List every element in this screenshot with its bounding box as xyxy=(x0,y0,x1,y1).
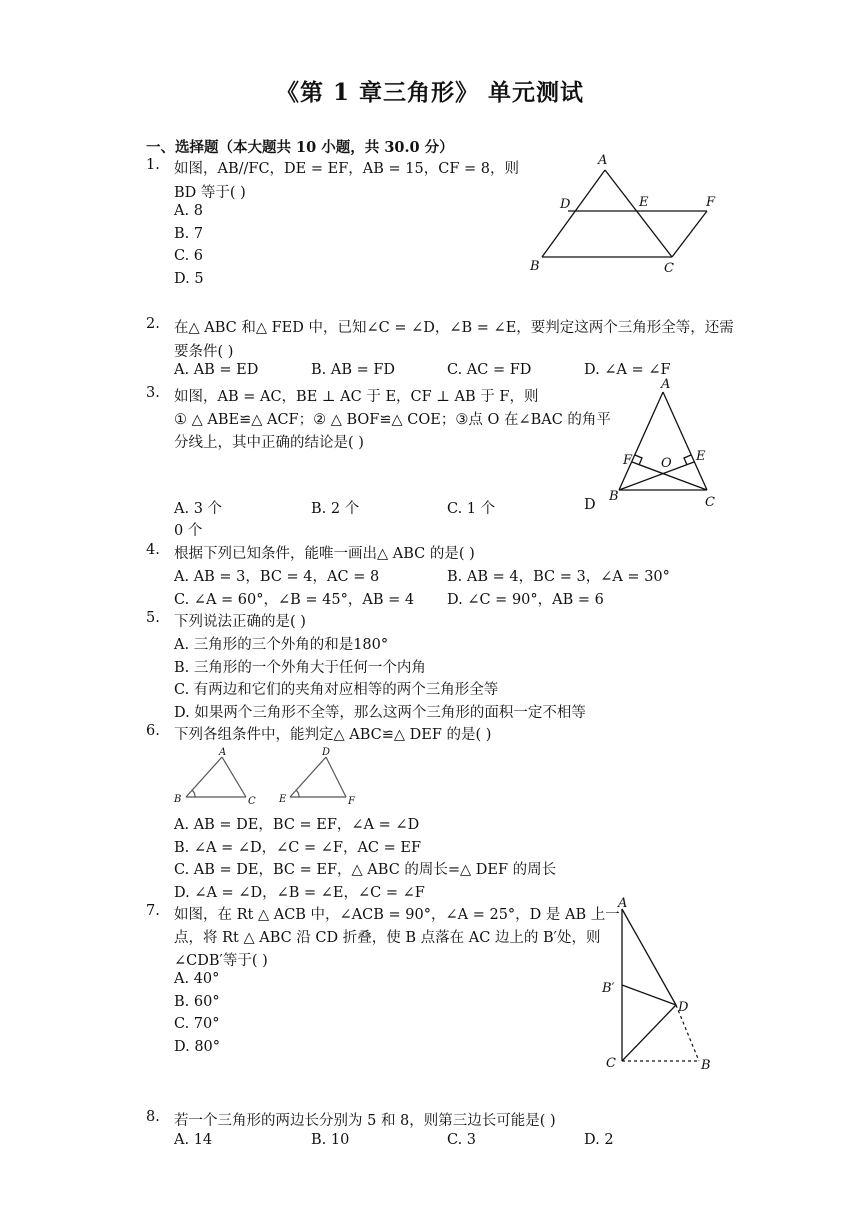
question-text-line: 分线上，其中正确的结论是( ) xyxy=(174,435,364,451)
question-number: 7. xyxy=(146,903,160,919)
option-b: B. 10 xyxy=(311,1132,350,1148)
question-text-line: 若一个三角形的两边长分别为 5 和 8，则第三边长可能是( ) xyxy=(174,1113,556,1129)
question-text-line: 如图，在 Rt △ ACB 中，∠ACB = 90°，∠A = 25°，D 是 AB 上一 xyxy=(174,907,620,923)
option-a: A. 14 xyxy=(174,1132,213,1148)
option-b: B. ∠A = ∠D，∠C = ∠F，AC = EF xyxy=(174,840,422,856)
label-e: E xyxy=(696,449,706,464)
label-b: B xyxy=(609,489,619,504)
question-number: 3. xyxy=(146,385,160,401)
question-text-line: 要条件( ) xyxy=(174,344,234,360)
label-f: F xyxy=(348,796,355,807)
label-a: A xyxy=(661,377,671,392)
figure-q1 xyxy=(520,148,730,278)
label-e: E xyxy=(639,195,649,210)
question-text-line: 根据下列已知条件，能唯一画出△ ABC 的是( ) xyxy=(174,546,475,562)
question-number: 4. xyxy=(146,542,160,558)
option-c: C. 1 个 xyxy=(447,501,496,517)
option-a: A. AB = 3，BC = 4，AC = 8 xyxy=(174,569,380,585)
figure-q6 xyxy=(170,744,370,810)
option-a: A. 3 个 xyxy=(174,501,223,517)
question-text-line: 下列各组条件中，能判定△ ABC≌△ DEF 的是( ) xyxy=(174,727,492,743)
label-b: B xyxy=(530,259,540,274)
option-a: A. 40° xyxy=(174,971,220,987)
question-number: 6. xyxy=(146,723,160,739)
label-d: D xyxy=(678,1000,689,1015)
option-b: B. AB = FD xyxy=(311,362,396,378)
option-b: B. AB = 4，BC = 3，∠A = 30° xyxy=(447,569,670,585)
label-a: A xyxy=(598,153,608,168)
option-d: D. 5 xyxy=(174,271,204,287)
question-text-line: BD 等于( ) xyxy=(174,185,246,201)
label-c: C xyxy=(664,261,674,276)
option-c: C. AC = FD xyxy=(447,362,532,378)
option-a: A. AB = DE，BC = EF，∠A = ∠D xyxy=(174,817,420,833)
option-c: C. AB = DE，BC = EF，△ ABC 的周长=△ DEF 的周长 xyxy=(174,862,557,878)
option-d: D. ∠C = 90°，AB = 6 xyxy=(447,592,604,608)
page-title: 《第 1 章三角形》 单元测试 xyxy=(275,79,585,106)
question-number: 2. xyxy=(146,316,160,332)
figure-q7 xyxy=(598,895,722,1077)
option-c: C. 70° xyxy=(174,1016,220,1032)
question-text-line: 如图，AB//FC，DE = EF，AB = 15，CF = 8，则 xyxy=(174,161,519,177)
question-text-line: 下列说法正确的是( ) xyxy=(174,614,306,630)
label-a: A xyxy=(618,896,628,911)
label-c: C xyxy=(705,495,715,510)
option-a: A. 三角形的三个外角的和是180° xyxy=(174,637,389,653)
question-text-line: ① △ ABE≌△ ACF；② △ BOF≌△ COE；③点 O 在∠BAC 的角平 xyxy=(174,412,611,428)
label-b: B xyxy=(174,794,182,805)
option-d: D. ∠A = ∠F xyxy=(584,362,671,378)
option-d-continued: 0 个 xyxy=(174,523,203,539)
label-o: O xyxy=(661,456,672,471)
option-d: D. 80° xyxy=(174,1039,221,1055)
label-c: C xyxy=(606,1056,616,1071)
label-d: D xyxy=(560,197,571,212)
option-d: D xyxy=(584,497,596,513)
option-c: C. 有两边和它们的夹角对应相等的两个三角形全等 xyxy=(174,682,499,698)
label-e: E xyxy=(279,794,287,805)
question-text-line: 点，将 Rt △ ABC 沿 CD 折叠，使 B 点落在 AC 边上的 B′处，则 xyxy=(174,930,601,946)
label-f: F xyxy=(706,195,716,210)
label-a: A xyxy=(219,747,227,758)
question-text-line: ∠CDB′等于( ) xyxy=(174,953,268,969)
option-a: A. 8 xyxy=(174,203,203,219)
question-text-line: 如图，AB = AC，BE ⊥ AC 于 E，CF ⊥ AB 于 F，则 xyxy=(174,389,539,405)
option-c: C. ∠A = 60°，∠B = 45°，AB = 4 xyxy=(174,592,415,608)
label-f: F xyxy=(623,453,633,468)
question-number: 8. xyxy=(146,1109,160,1125)
section-heading: 一、选择题（本大题共 10 小题，共 30.0 分） xyxy=(146,139,454,156)
option-d: D. 2 xyxy=(584,1132,614,1148)
option-c: C. 3 xyxy=(447,1132,477,1148)
option-b: B. 三角形的一个外角大于任何一个内角 xyxy=(174,660,426,676)
option-b: B. 7 xyxy=(174,226,204,242)
label-b-prime: B′ xyxy=(602,981,615,996)
option-d: D. 如果两个三角形不全等，那么这两个三角形的面积一定不相等 xyxy=(174,705,586,721)
option-c: C. 6 xyxy=(174,248,204,264)
question-number: 1. xyxy=(146,157,160,173)
label-b: B xyxy=(701,1058,711,1073)
question-text-line: 在△ ABC 和△ FED 中，已知∠C = ∠D，∠B = ∠E，要判定这两个三角形全等，还需 xyxy=(174,320,734,336)
label-c: C xyxy=(248,796,256,807)
option-b: B. 2 个 xyxy=(311,501,360,517)
figure-q3 xyxy=(605,376,725,516)
option-b: B. 60° xyxy=(174,994,220,1010)
option-d: D. ∠A = ∠D，∠B = ∠E，∠C = ∠F xyxy=(174,885,425,901)
option-a: A. AB = ED xyxy=(174,362,259,378)
question-number: 5. xyxy=(146,610,160,626)
label-d: D xyxy=(322,747,331,758)
